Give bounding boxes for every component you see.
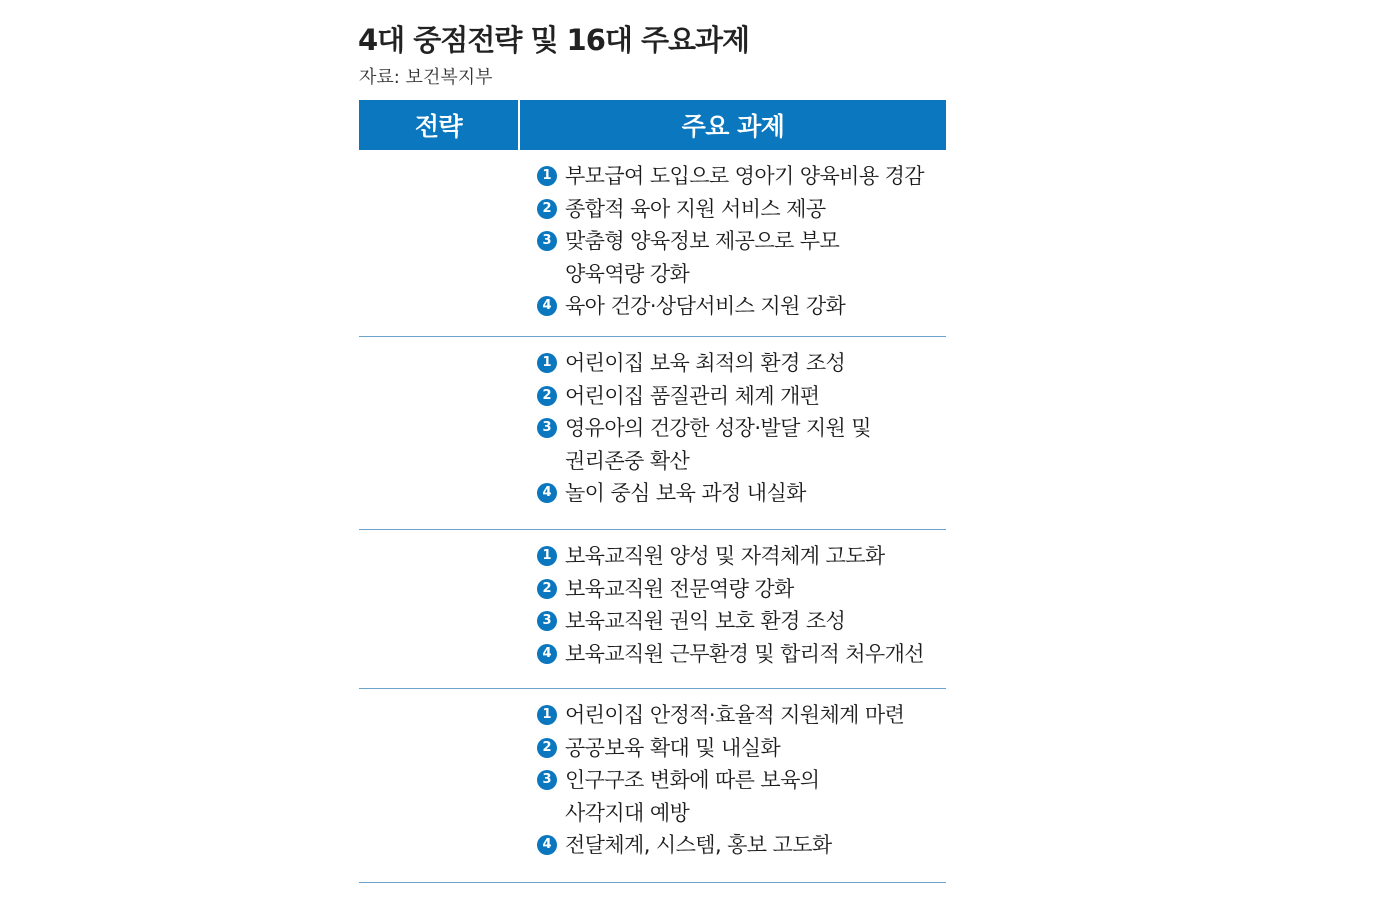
task-number-badge: 1 bbox=[537, 166, 557, 186]
task-number-badge: 2 bbox=[537, 386, 557, 406]
task-text: 맞춤형 양육정보 제공으로 부모 양육역량 강화 bbox=[565, 229, 840, 286]
task-text: 놀이 중심 보육 과정 내실화 bbox=[565, 481, 806, 505]
task-item bbox=[537, 829, 946, 862]
task-text: 보육교직원 양성 및 자격체계 고도화 bbox=[565, 544, 885, 568]
task-item bbox=[537, 764, 946, 829]
task-item bbox=[537, 573, 946, 606]
task-text: 보육교직원 전문역량 강화 bbox=[565, 576, 794, 601]
task-text: 보육교직원 권익 보호 환경 조성 bbox=[565, 609, 846, 633]
task-text: 어린이집 보육 최적의 환경 조성 bbox=[565, 351, 846, 375]
task-item bbox=[537, 290, 946, 323]
task-text: 전달체계, 시스템, 홍보 고도화 bbox=[565, 833, 832, 857]
table-header bbox=[359, 100, 946, 150]
task-item bbox=[537, 412, 946, 477]
task-item bbox=[537, 477, 946, 510]
task-text: 어린이집 품질관리 체계 개편 bbox=[565, 383, 820, 408]
task-item bbox=[537, 193, 946, 226]
task-item bbox=[537, 380, 946, 413]
task-item bbox=[537, 699, 946, 732]
task-number-badge: 3 bbox=[537, 770, 557, 790]
task-text: 인구구조 변화에 따른 보육의 사각지대 예방 bbox=[565, 768, 820, 825]
task-number-badge: 1 bbox=[537, 353, 557, 373]
table-row bbox=[359, 150, 946, 337]
header-tasks: 주요 과제 bbox=[681, 112, 785, 141]
task-number-badge: 4 bbox=[537, 835, 557, 855]
table-row bbox=[359, 689, 946, 883]
tasks-cell bbox=[359, 689, 946, 882]
strategy-table bbox=[359, 100, 946, 883]
table-row bbox=[359, 337, 946, 530]
task-text: 종합적 육아 지원 서비스 제공 bbox=[565, 196, 826, 221]
task-item bbox=[537, 732, 946, 765]
page-title: 4대 중점전략 및 16대 주요과제 bbox=[358, 23, 750, 57]
task-number-badge: 4 bbox=[537, 483, 557, 503]
tasks-cell bbox=[359, 530, 946, 688]
task-number-badge: 2 bbox=[537, 199, 557, 219]
task-item bbox=[537, 540, 946, 573]
task-item bbox=[537, 160, 946, 193]
task-number-badge: 1 bbox=[537, 546, 557, 566]
header-strategy: 전략 bbox=[359, 100, 520, 150]
task-number-badge: 2 bbox=[537, 738, 557, 758]
task-text: 공공보육 확대 및 내실화 bbox=[565, 735, 781, 760]
task-text: 영유아의 건강한 성장·발달 지원 및 권리존중 확산 bbox=[565, 416, 871, 473]
table-row bbox=[359, 530, 946, 689]
tasks-cell bbox=[359, 150, 946, 336]
task-item bbox=[537, 605, 946, 638]
task-item bbox=[537, 638, 946, 671]
task-number-badge: 2 bbox=[537, 579, 557, 599]
task-number-badge: 3 bbox=[537, 231, 557, 251]
task-item bbox=[537, 225, 946, 290]
task-number-badge: 4 bbox=[537, 644, 557, 664]
task-text: 육아 건강·상담서비스 지원 강화 bbox=[565, 294, 846, 318]
source-note: 자료: 보건복지부 bbox=[359, 67, 493, 88]
task-text: 부모급여 도입으로 영아기 양육비용 경감 bbox=[565, 164, 924, 188]
tasks-cell bbox=[359, 337, 946, 529]
task-number-badge: 1 bbox=[537, 705, 557, 725]
task-item bbox=[537, 347, 946, 380]
task-text: 어린이집 안정적·효율적 지원체계 마련 bbox=[565, 703, 905, 727]
task-text: 보육교직원 근무환경 및 합리적 처우개선 bbox=[565, 641, 924, 666]
task-number-badge: 3 bbox=[537, 611, 557, 631]
task-number-badge: 3 bbox=[537, 418, 557, 438]
task-number-badge: 4 bbox=[537, 296, 557, 316]
